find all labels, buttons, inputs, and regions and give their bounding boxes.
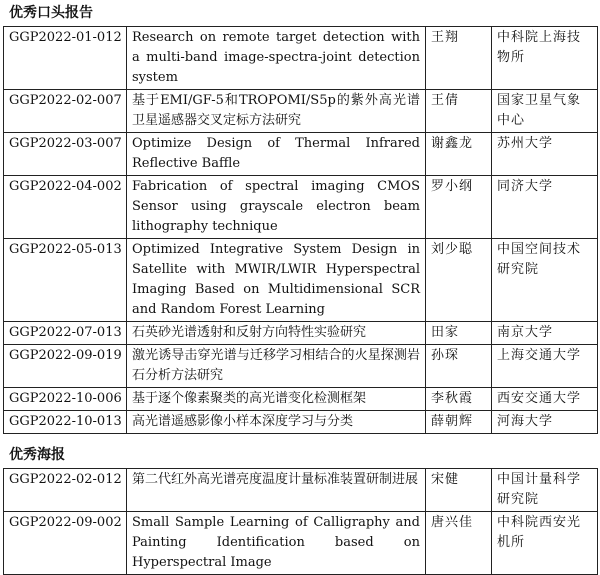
paper-code: GGP2022-05-013 (4, 239, 127, 322)
table-row (4, 239, 598, 322)
institution: 中科院西安光机所 (492, 512, 598, 575)
paper-code: GGP2022-09-002 (4, 512, 127, 575)
paper-code: GGP2022-03-007 (4, 133, 127, 176)
institution: 南京大学 (492, 322, 598, 345)
table-oral (3, 26, 598, 434)
presenter-name: 刘少聪 (426, 239, 492, 322)
institution: 苏州大学 (492, 133, 598, 176)
paper-code: GGP2022-02-012 (4, 469, 127, 512)
presenter-name: 王倩 (426, 90, 492, 133)
paper-title: 基于逐个像素聚类的高光谱变化检测框架 (127, 388, 426, 411)
paper-code: GGP2022-09-019 (4, 345, 127, 388)
section-title-poster: 优秀海报 (9, 447, 65, 463)
presenter-name: 薛朝辉 (426, 411, 492, 434)
table-row (4, 469, 598, 512)
paper-title: 石英砂光谱透射和反射方向特性实验研究 (127, 322, 426, 345)
presenter-name: 唐兴佳 (426, 512, 492, 575)
presenter-name: 李秋霞 (426, 388, 492, 411)
presenter-name: 孙琛 (426, 345, 492, 388)
paper-code: GGP2022-10-006 (4, 388, 127, 411)
table-row (4, 133, 598, 176)
table-row (4, 345, 598, 388)
paper-code: GGP2022-07-013 (4, 322, 127, 345)
paper-code: GGP2022-10-013 (4, 411, 127, 434)
table-poster (3, 468, 598, 575)
paper-code: GGP2022-02-007 (4, 90, 127, 133)
paper-title: Optimized Integrative System Design in Satellite with MWIR/LWIR Hyperspectral Imaging Based on Multidimensional SCR and Random Forest Learning (127, 239, 426, 322)
table-row (4, 388, 598, 411)
presenter-name: 罗小纲 (426, 176, 492, 239)
section-title-oral: 优秀口头报告 (9, 5, 93, 21)
paper-code: GGP2022-01-012 (4, 27, 127, 90)
institution: 河海大学 (492, 411, 598, 434)
institution: 上海交通大学 (492, 345, 598, 388)
institution: 中国计量科学研究院 (492, 469, 598, 512)
institution: 同济大学 (492, 176, 598, 239)
paper-code: GGP2022-04-002 (4, 176, 127, 239)
institution: 中科院上海技物所 (492, 27, 598, 90)
paper-title: Research on remote target detection with a multi-band image-spectra-joint detection system (127, 27, 426, 90)
paper-title: 高光谱遥感影像小样本深度学习与分类 (127, 411, 426, 434)
table-row (4, 176, 598, 239)
paper-title: Optimize Design of Thermal Infrared Reflective Baffle (127, 133, 426, 176)
paper-title: 基于EMI/GF-5和TROPOMI/S5p的紫外高光谱卫星遥感器交叉定标方法研究 (127, 90, 426, 133)
presenter-name: 谢鑫龙 (426, 133, 492, 176)
table-row (4, 411, 598, 434)
table-row (4, 90, 598, 133)
presenter-name: 田家 (426, 322, 492, 345)
paper-title: 激光诱导击穿光谱与迁移学习相结合的火星探测岩石分析方法研究 (127, 345, 426, 388)
table-row (4, 27, 598, 90)
institution: 国家卫星气象中心 (492, 90, 598, 133)
table-row (4, 322, 598, 345)
paper-title: 第二代红外高光谱亮度温度计量标准装置研制进展 (127, 469, 426, 512)
institution: 西安交通大学 (492, 388, 598, 411)
institution: 中国空间技术研究院 (492, 239, 598, 322)
table-row (4, 512, 598, 575)
presenter-name: 王翔 (426, 27, 492, 90)
presenter-name: 宋健 (426, 469, 492, 512)
paper-title: Small Sample Learning of Calligraphy and Painting Identification based on Hyperspectral Image (127, 512, 426, 575)
paper-title: Fabrication of spectral imaging CMOS Sensor using grayscale electron beam lithography technique (127, 176, 426, 239)
